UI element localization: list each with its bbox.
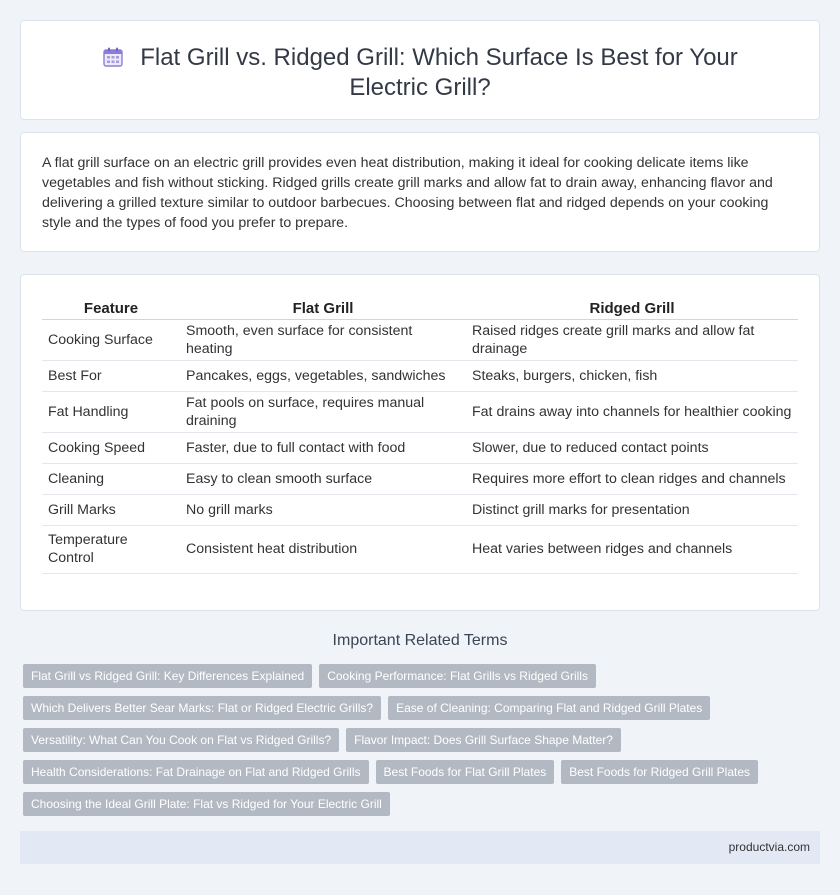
ridged-grill-cell: Heat varies between ridges and channels <box>466 525 798 573</box>
related-term-tag[interactable]: Best Foods for Flat Grill Plates <box>376 760 555 784</box>
flat-grill-cell: Smooth, even surface for consistent heating <box>180 319 466 360</box>
table-row <box>42 463 798 494</box>
header-feature: Feature <box>42 295 180 319</box>
related-term-tag[interactable]: Flavor Impact: Does Grill Surface Shape Matter? <box>346 728 621 752</box>
related-terms-heading: Important Related Terms <box>332 632 508 649</box>
tag-row <box>23 664 813 696</box>
table-row <box>42 494 798 525</box>
feature-cell: Cooking Speed <box>42 432 180 463</box>
ridged-grill-cell: Fat drains away into channels for healthier cooking <box>466 391 798 432</box>
table-row <box>42 391 798 432</box>
tag-row <box>23 696 813 728</box>
comparison-table <box>42 295 798 574</box>
table-row <box>42 525 798 573</box>
feature-cell: Best For <box>42 360 180 391</box>
flat-grill-cell: Pancakes, eggs, vegetables, sandwiches <box>180 360 466 391</box>
title-card <box>20 20 820 120</box>
page-title-wrap <box>61 43 779 103</box>
related-term-tag[interactable]: Versatility: What Can You Cook on Flat vs Ridged Grills? <box>23 728 339 752</box>
ridged-grill-cell: Steaks, burgers, chicken, fish <box>466 360 798 391</box>
page-title: Flat Grill vs. Ridged Grill: Which Surface Is Best for Your Electric Grill? <box>140 44 738 101</box>
footer <box>20 831 820 864</box>
feature-cell: Cooking Surface <box>42 319 180 360</box>
table-row <box>42 432 798 463</box>
feature-cell: Cleaning <box>42 463 180 494</box>
intro-card <box>20 132 820 252</box>
feature-cell: Temperature Control <box>42 525 180 573</box>
site-link[interactable]: productvia.com <box>728 840 810 854</box>
ridged-grill-cell: Distinct grill marks for presentation <box>466 494 798 525</box>
related-term-tag[interactable]: Which Delivers Better Sear Marks: Flat or Ridged Electric Grills? <box>23 696 381 720</box>
related-term-tag[interactable]: Flat Grill vs Ridged Grill: Key Differences Explained <box>23 664 312 688</box>
comparison-card <box>20 274 820 611</box>
ridged-grill-cell: Slower, due to reduced contact points <box>466 432 798 463</box>
related-term-tag[interactable]: Best Foods for Ridged Grill Plates <box>561 760 758 784</box>
related-term-tag[interactable]: Choosing the Ideal Grill Plate: Flat vs Ridged for Your Electric Grill <box>23 792 390 816</box>
tag-row <box>23 792 813 824</box>
flat-grill-cell: No grill marks <box>180 494 466 525</box>
feature-cell: Fat Handling <box>42 391 180 432</box>
table-header-row <box>42 295 798 319</box>
feature-cell: Grill Marks <box>42 494 180 525</box>
intro-paragraph: A flat grill surface on an electric grill provides even heat distribution, making it ideal for cooking delicate items like vegetables and fish without sticking. Ridged grills create grill marks and allow fat to drain away, enhancing flavor and delivering a grilled texture similar to outdoor barbecues. Choosing between flat and ridged depends on your cooking style and the types of food you prefer to prepare. <box>42 155 773 231</box>
related-term-tag[interactable]: Ease of Cleaning: Comparing Flat and Ridged Grill Plates <box>388 696 710 720</box>
calendar-icon <box>102 46 124 68</box>
header-ridged-grill: Ridged Grill <box>466 295 798 319</box>
tag-row <box>23 760 813 792</box>
related-terms-list <box>23 664 813 824</box>
table-row <box>42 319 798 360</box>
related-term-tag[interactable]: Cooking Performance: Flat Grills vs Ridged Grills <box>319 664 596 688</box>
table-row <box>42 360 798 391</box>
flat-grill-cell: Fat pools on surface, requires manual draining <box>180 391 466 432</box>
related-term-tag[interactable]: Health Considerations: Fat Drainage on Flat and Ridged Grills <box>23 760 369 784</box>
tag-row <box>23 728 813 760</box>
ridged-grill-cell: Raised ridges create grill marks and allow fat drainage <box>466 319 798 360</box>
header-flat-grill: Flat Grill <box>180 295 466 319</box>
ridged-grill-cell: Requires more effort to clean ridges and channels <box>466 463 798 494</box>
flat-grill-cell: Faster, due to full contact with food <box>180 432 466 463</box>
flat-grill-cell: Consistent heat distribution <box>180 525 466 573</box>
flat-grill-cell: Easy to clean smooth surface <box>180 463 466 494</box>
